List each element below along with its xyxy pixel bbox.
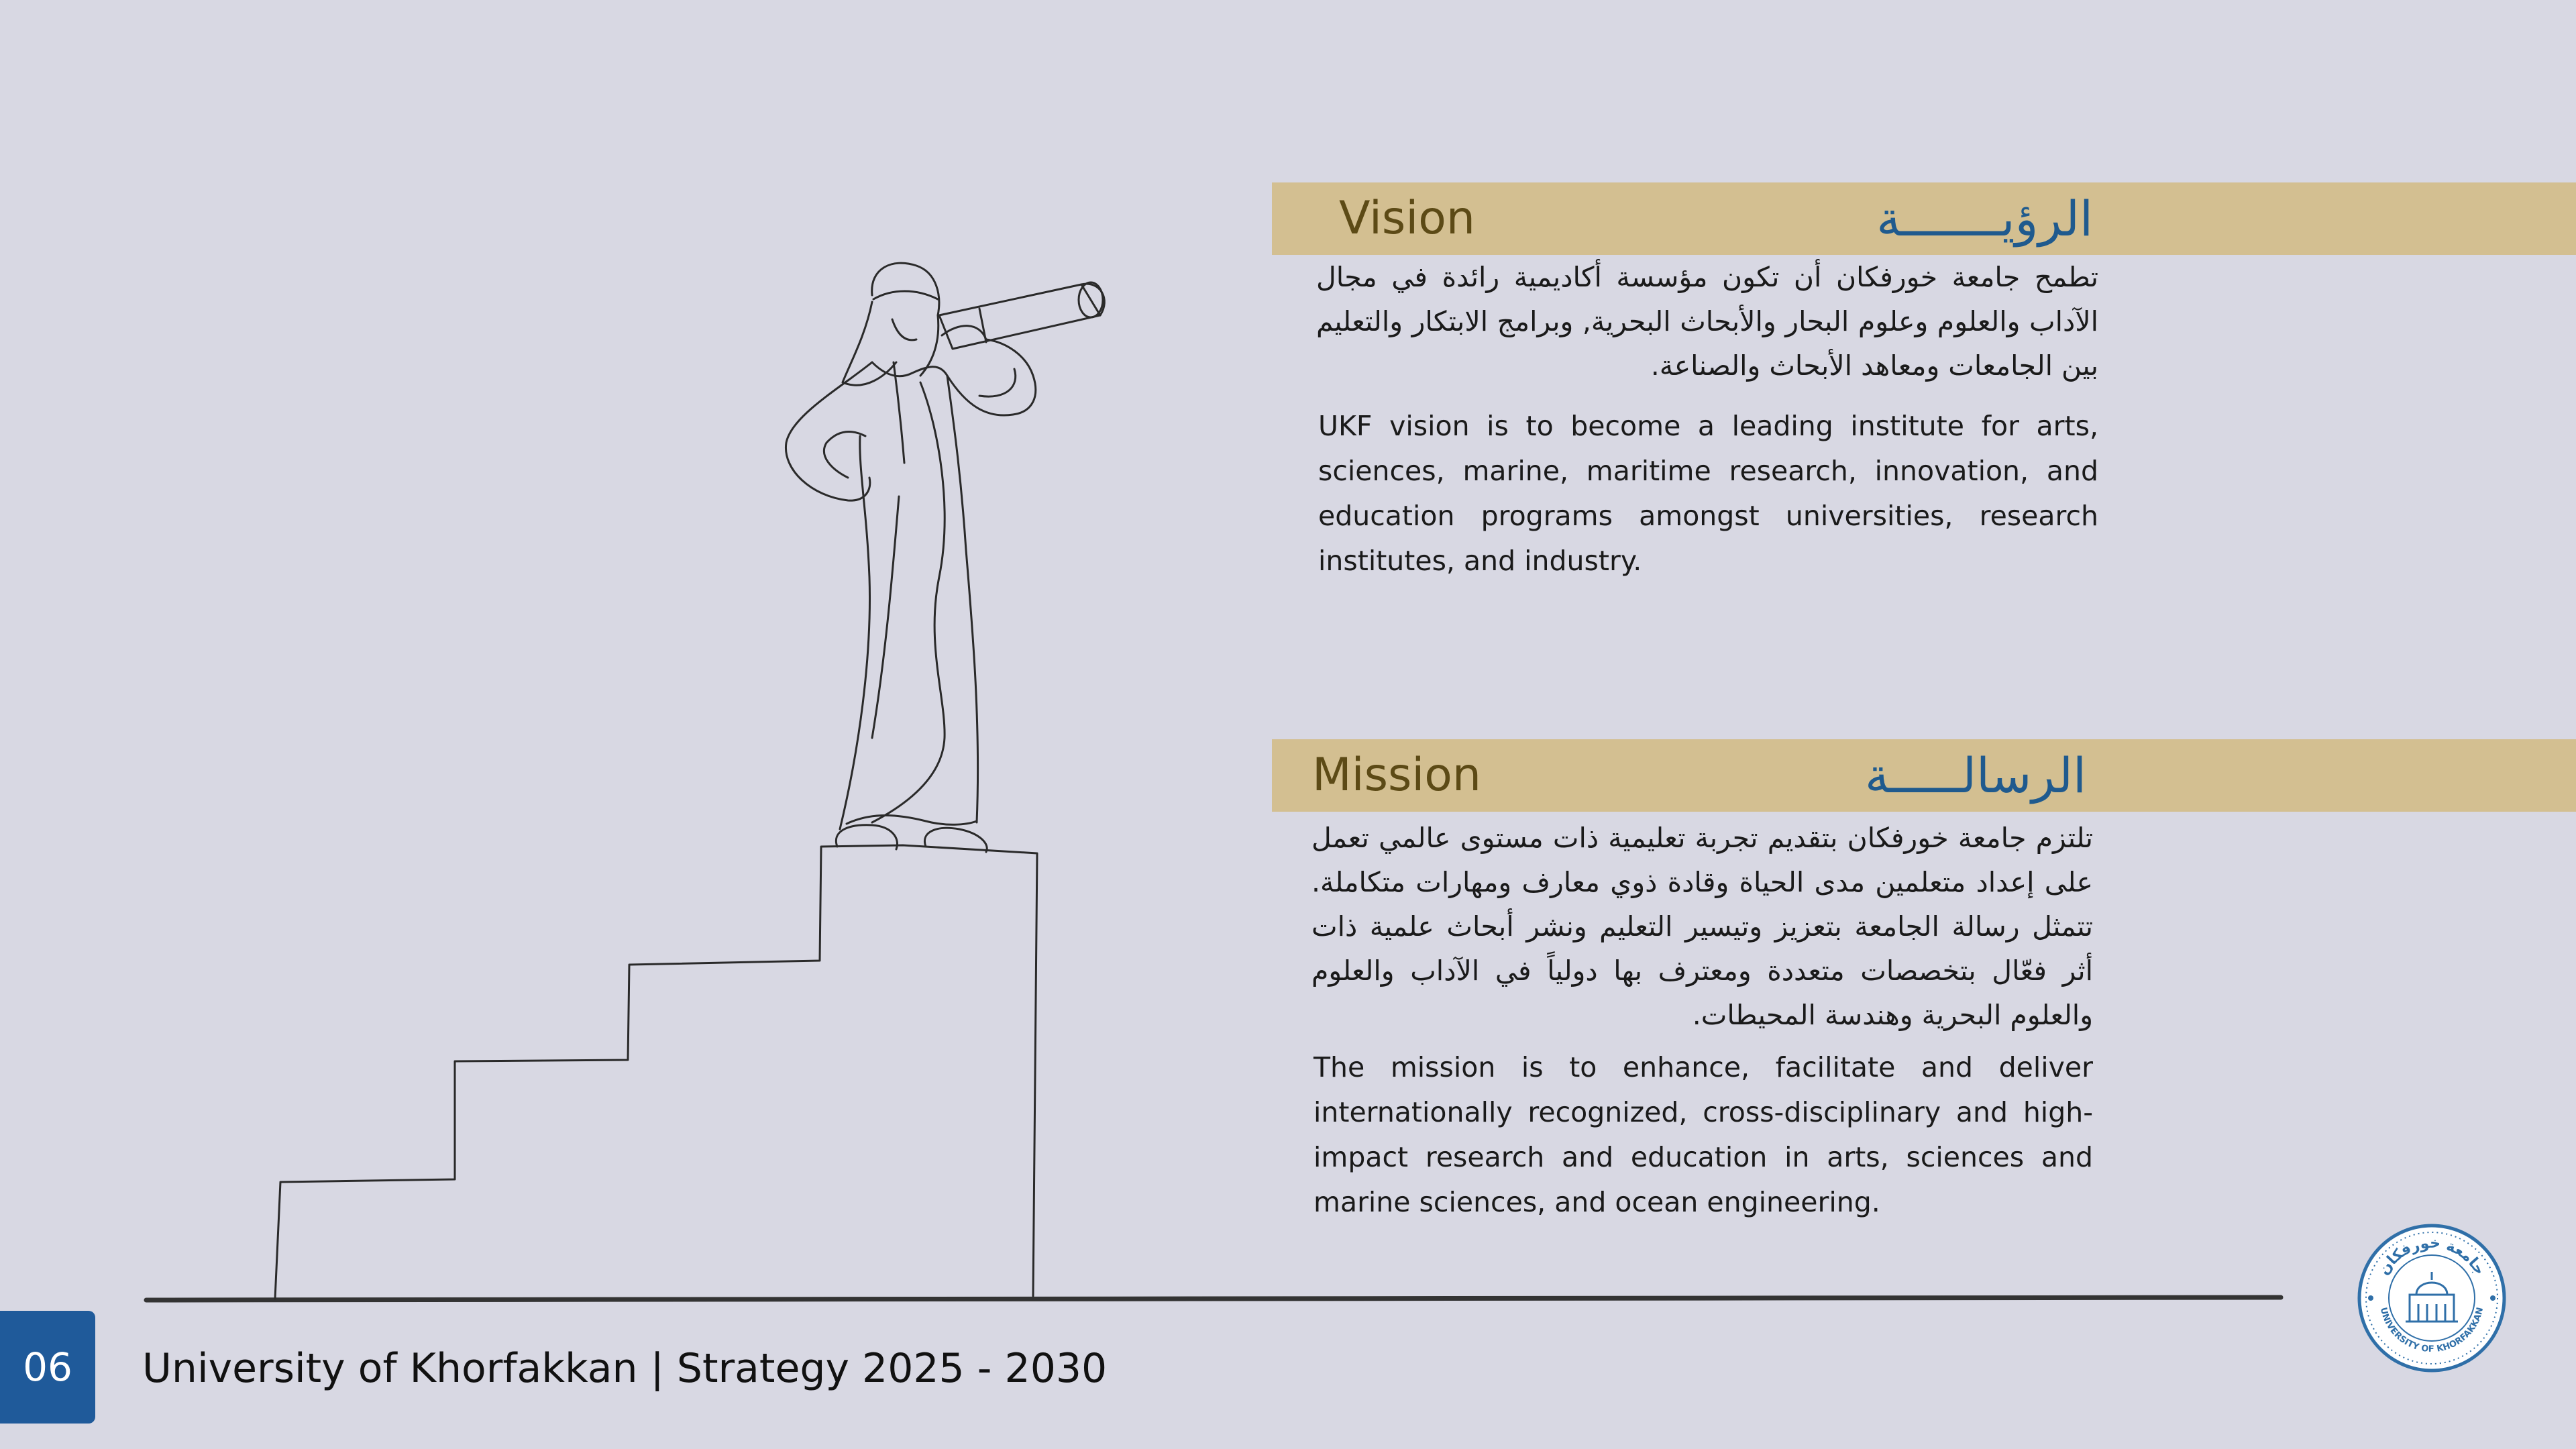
footer-title: University of Khorfakkan | Strategy 2025 - 2030 — [142, 1345, 1108, 1392]
vision-text-en: UKF vision is to become a leading institute for arts, sciences, marine, maritime research, innovation, and education programs amongst universities, research institutes, and industry. — [1318, 410, 2098, 577]
logo-text-ar: جامعة خورفكان — [2375, 1234, 2489, 1279]
vision-title-en: Vision — [1339, 192, 1475, 245]
mission-text-ar: تلتزم جامعة خورفكان بتقديم تجربة تعليمية ذات مستوى عالمي تعمل على إعداد متعلمين مدى الحياة وقادة ذوي معارف ومهارات متكاملة. تتمثل رسالة الجامعة بتعزيز وتيسير التعليم ونشر أبحاث علمية ذات أثر فعّال بتخصصات متعددة ومعترف بها دولياً في الآداب والعلوم والعلوم البحرية وهندسة المحيطات. — [1311, 822, 2093, 1031]
vision-text-ar: تطمح جامعة خورفكان أن تكون مؤسسة أكاديمية رائدة في مجال الآداب والعلوم وعلوم البحار والأبحاث البحرية, وبرامج الابتكار والتعليم بين الجامعات ومعاهد الأبحاث والصناعة. — [1316, 261, 2098, 382]
mission-text-en: The mission is to enhance, facilitate and deliver internationally recognized, cross-disciplinary and high-impact research and education in arts, sciences and marine sciences, and ocean engineering. — [1313, 1051, 2093, 1218]
university-seal-icon — [2355, 1221, 2509, 1375]
mission-title-en: Mission — [1312, 749, 1482, 802]
logo-text-en: UNIVERSITY OF KHORFAKKAN — [2377, 1306, 2486, 1355]
mission-title-ar: الرسالـــــة — [1865, 747, 2086, 804]
page-number-badge: 06 — [0, 1311, 95, 1424]
vision-title-ar: الرؤيـــــــة — [1876, 191, 2093, 247]
